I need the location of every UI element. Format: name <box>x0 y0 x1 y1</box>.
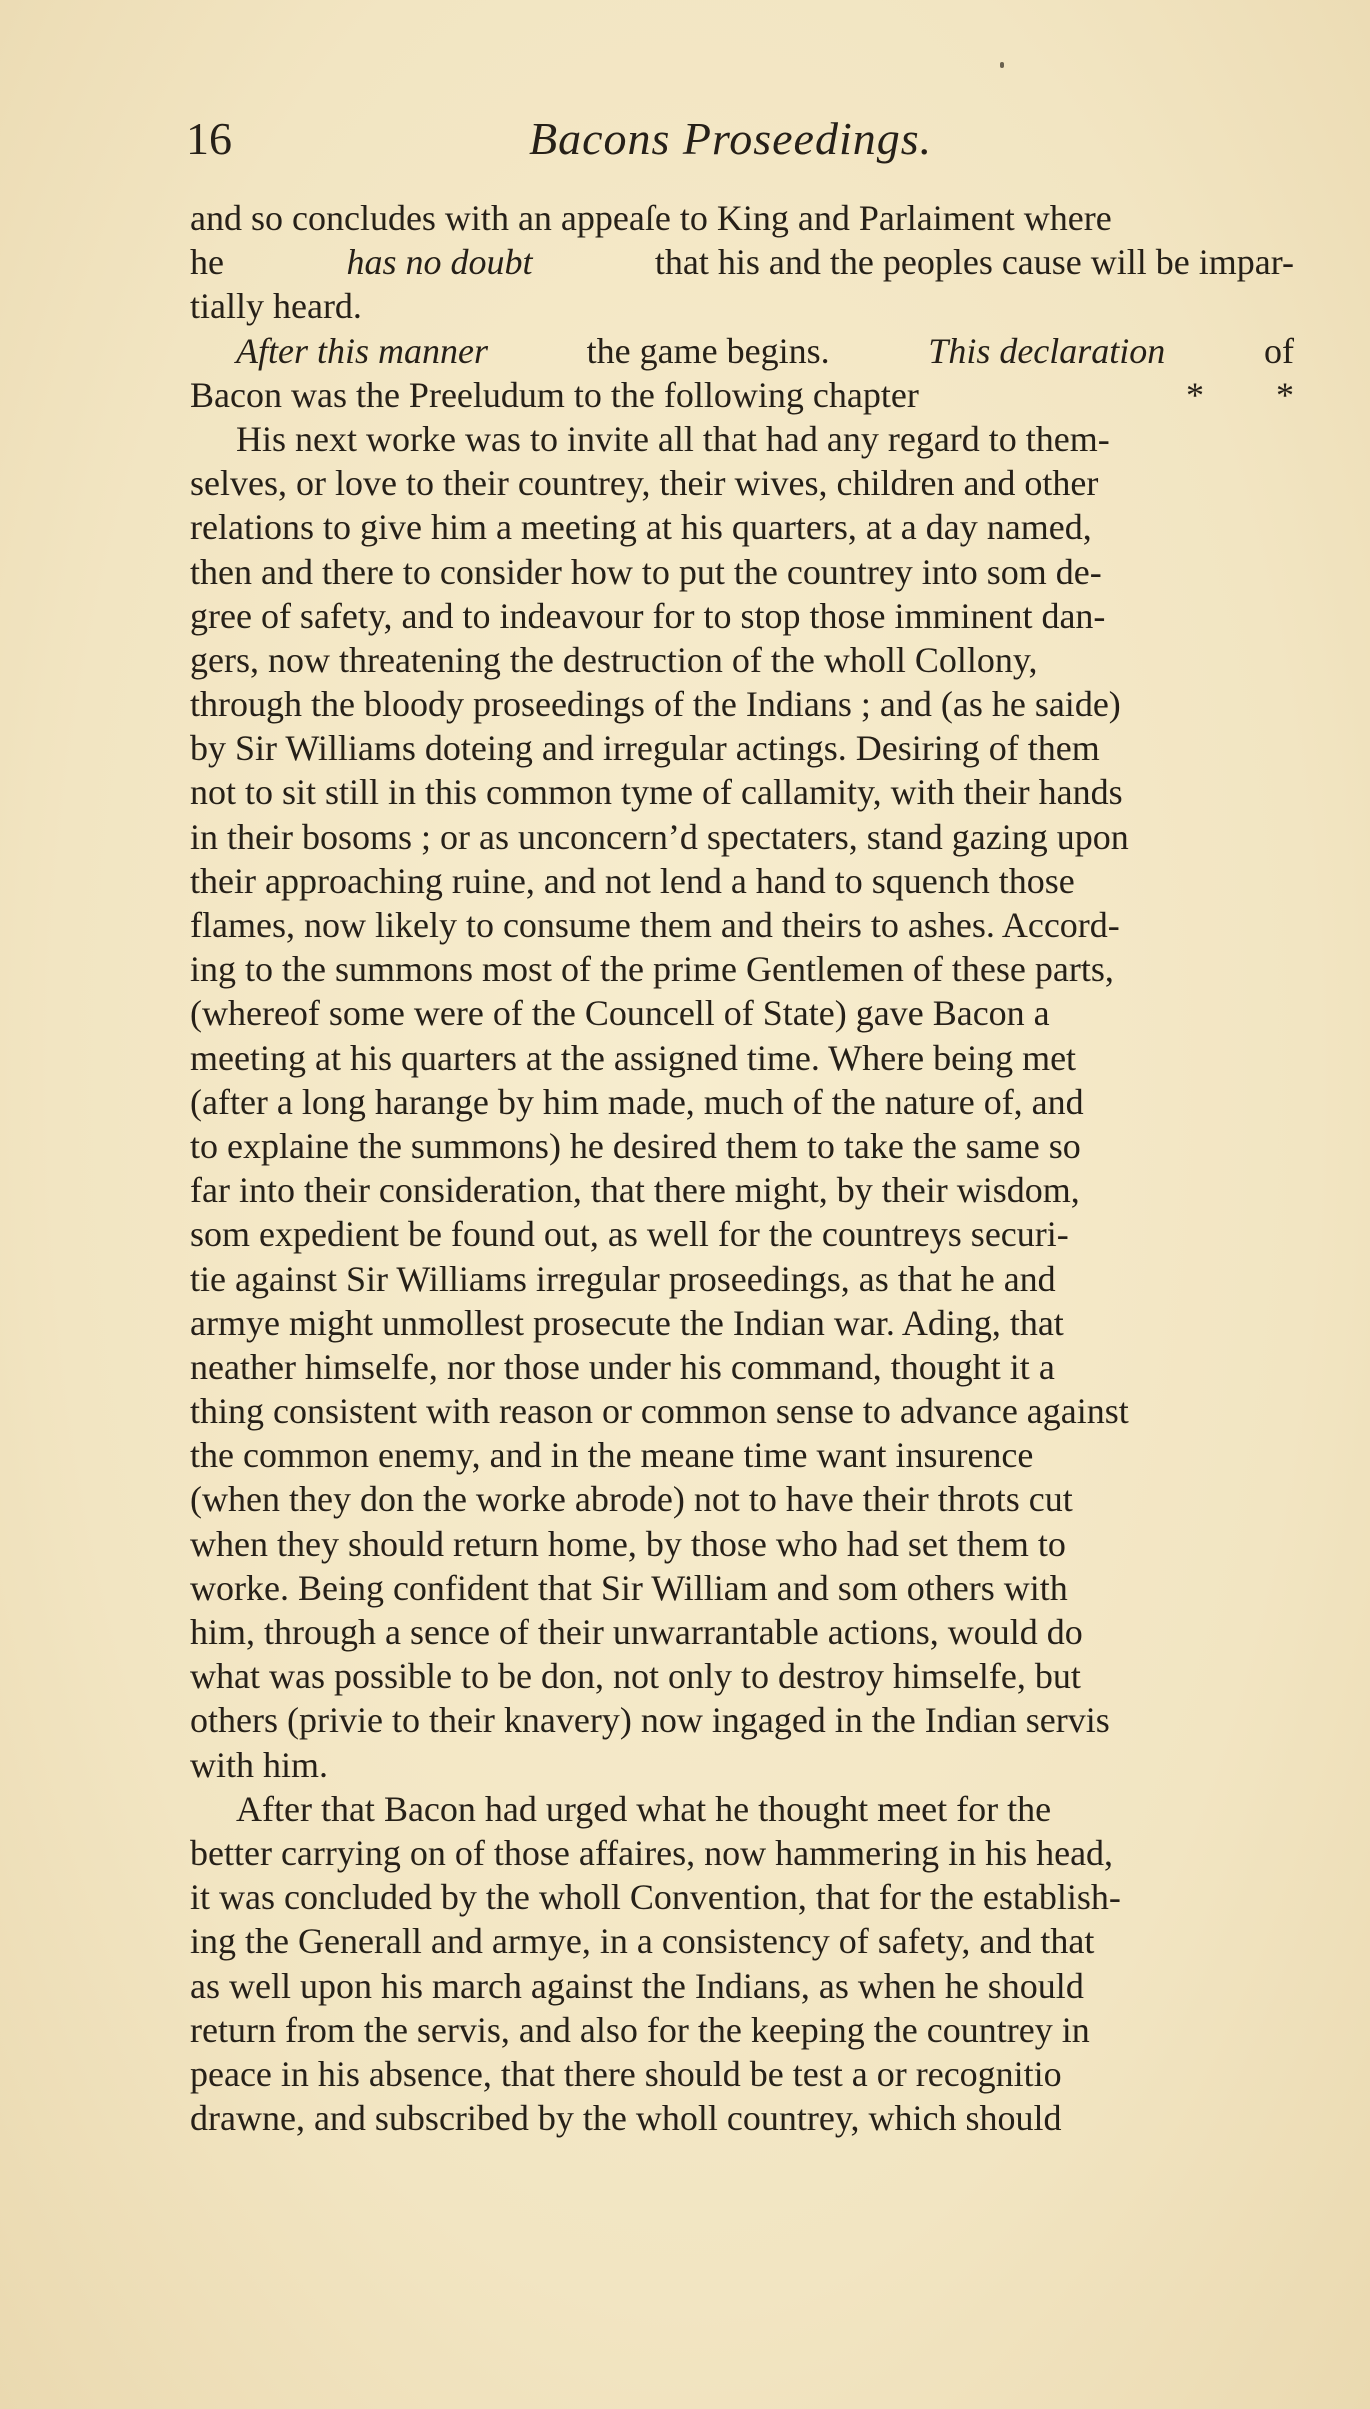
text-line: better carrying on of those affaires, now hammering in his head, <box>190 1832 1114 1873</box>
text-line: thing consistent with reason or common sense to advance against <box>190 1391 1129 1432</box>
text-line: ing the Generall and armye, in a consistency of safety, and that <box>190 1921 1095 1962</box>
text-line: After that Bacon had urged what he thought meet for the <box>236 1788 1052 1829</box>
text-line: tie against Sir Williams irregular proseedings, as that he and <box>190 1258 1056 1299</box>
text-line: others (privie to their knavery) now ingaged in the Indian servis <box>190 1700 1110 1741</box>
running-head <box>186 104 1286 174</box>
text-line: peace in his absence, that there should be test a or recognitio <box>190 2053 1062 2094</box>
text-line: return from the servis, and also for the keeping the countrey in <box>190 2009 1090 2050</box>
text-line: flames, now likely to consume them and theirs to ashes. Accord- <box>190 905 1120 945</box>
text-line: to explaine the summons) he desired them to take the same so <box>190 1125 1081 1166</box>
text-line: their approaching ruine, and not lend a hand to squench those <box>190 860 1075 901</box>
asterisk-break: * * <box>1186 374 1294 415</box>
text-line: by Sir Williams doteing and irregular actings. Desiring of them <box>190 728 1100 769</box>
running-title: Bacons Proseedings. <box>529 113 933 164</box>
text-line: gers, now threatening the destruction of the wholl Collony, <box>190 639 1038 680</box>
text-line: far into their consideration, that there might, by their wisdom, <box>190 1170 1080 1211</box>
text-line: armye might unmollest prosecute the Indian war. Ading, that <box>190 1302 1064 1343</box>
text-line: in their bosoms ; or as unconcern’d spectaters, stand gazing upon <box>190 816 1129 857</box>
text-line: not to sit still in this common tyme of callamity, with their hands <box>190 772 1123 813</box>
text-line: with him. <box>190 1744 329 1785</box>
text-line: som expedient be found out, as well for the countreys securi- <box>190 1214 1069 1255</box>
text-line: meeting at his quarters at the assigned time. Where being met <box>190 1037 1077 1078</box>
text-line: him, through a sence of their unwarrantable actions, would do <box>190 1612 1083 1652</box>
text-line: and so concludes with an appeaſe to King and Parlaiment where <box>190 198 1112 238</box>
page-number: 16 <box>186 113 232 164</box>
text-line: neather himselfe, nor those under his command, thought it a <box>190 1346 1055 1387</box>
text-line: the common enemy, and in the meane time want insurence <box>190 1435 1034 1476</box>
text-line: His next worke was to invite all that had any regard to them- <box>236 418 1110 459</box>
text-line: relations to give him a meeting at his quarters, at a day named, <box>190 507 1092 548</box>
text-line: (after a long harange by him made, much of the nature of, and <box>190 1081 1084 1122</box>
text-line: gree of safety, and to indeavour for to stop those imminent dan- <box>190 595 1106 636</box>
ink-speck <box>1000 62 1004 68</box>
text-line: tially heard. <box>190 286 362 327</box>
body-text <box>190 196 1294 2140</box>
text-line: After this manner the game begins. This declaration of <box>236 330 1294 371</box>
text-line: as well upon his march against the Indians, as when he should <box>190 1965 1084 2006</box>
text-line: what was possible to be don, not only to destroy himselfe, but <box>190 1656 1081 1697</box>
text-line: (when they don the worke abrode) not to have their throts cut <box>190 1479 1073 1520</box>
text-line: when they should return home, by those who had set them to <box>190 1523 1066 1564</box>
text-line: he has no doubt that his and the peoples cause will be impar- <box>190 242 1294 283</box>
text-line: ing to the summons most of the prime Gentlemen of these parts, <box>190 949 1114 990</box>
text-line: drawne, and subscribed by the wholl countrey, which should <box>190 2098 1062 2139</box>
text-line: worke. Being confident that Sir William and som others with <box>190 1567 1068 1608</box>
text-line: (whereof some were of the Councell of State) gave Bacon a <box>190 993 1050 1034</box>
text-line: Bacon was the Preeludum to the following chapter * * <box>190 373 1294 417</box>
text-line: through the bloody proseedings of the Indians ; and (as he saide) <box>190 684 1121 725</box>
text-line: selves, or love to their countrey, their wives, children and other <box>190 463 1099 504</box>
text-line: then and there to consider how to put the countrey into som de- <box>190 551 1102 592</box>
text-line: it was concluded by the wholl Convention, that for the establish- <box>190 1877 1121 1918</box>
